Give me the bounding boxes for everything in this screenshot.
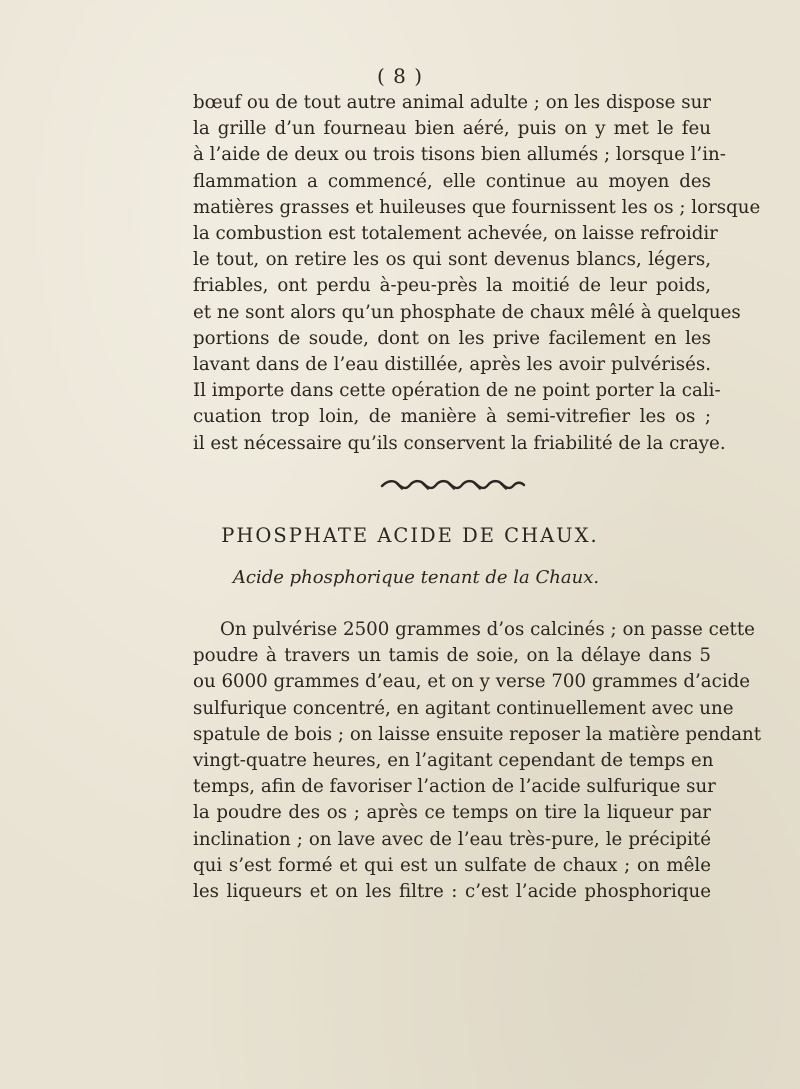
- section-title: PHOSPHATE ACIDE DE CHAUX.: [221, 524, 599, 547]
- text-line: ou 6000 grammes d’eau, et on y verse 700 grammes d’acide: [193, 671, 751, 693]
- text-line: portions de soude, dont on les prive facilement en les: [193, 327, 711, 349]
- text-line: la poudre des os ; après ce temps on tire la liqueur par: [193, 802, 711, 824]
- text-line: friables, ont perdu à-peu-près la moitié de leur poids,: [193, 275, 711, 297]
- text-line: il est nécessaire qu’ils conservent la friabilité de la craye.: [193, 432, 726, 454]
- text-line: bœuf ou de tout autre animal adulte ; on les dispose sur: [193, 92, 711, 113]
- paragraph-1: [193, 90, 761, 457]
- text-line: et ne sont alors qu’un phosphate de chaux mêlé à quelques: [193, 301, 741, 323]
- text-line: la combustion est totalement achevée, on laisse refroidir: [193, 223, 718, 245]
- text-line: Il importe dans cette opération de ne point porter la cali-: [193, 380, 721, 402]
- text-line: inclination ; on lave avec de l’eau très-pure, le précipité: [193, 828, 711, 850]
- text-line: spatule de bois ; on laisse ensuite reposer la matière pendant: [193, 723, 762, 745]
- text-line: qui s’est formé et qui est un sulfate de chaux ; on mêle: [193, 854, 711, 876]
- text-line: matières grasses et huileuses que fournissent les os ; lorsque: [193, 196, 761, 218]
- text-line: sulfurique concentré, en agitant continuellement avec une: [193, 697, 734, 719]
- text-line: temps, afin de favoriser l’action de l’acide sulfurique sur: [193, 776, 716, 798]
- text-line: On pulvérise 2500 grammes d’os calcinés ; on passe cette: [220, 619, 755, 640]
- page-number: ( 8 ): [376, 64, 424, 88]
- text-line: vingt-quatre heures, en l’agitant cependant de temps en: [193, 750, 714, 772]
- ornament-divider: [380, 477, 526, 493]
- text-line: cuation trop loin, de manière à semi-vitrefier les os ;: [193, 406, 711, 428]
- paragraph-2: [193, 617, 762, 905]
- text-line: le tout, on retire les os qui sont devenus blancs, légers,: [193, 249, 711, 271]
- section-subtitle: Acide phosphorique tenant de la Chaux.: [232, 567, 600, 588]
- text-line: à l’aide de deux ou trois tisons bien allumés ; lorsque l’in-: [193, 144, 726, 166]
- text-line: la grille d’un fourneau bien aéré, puis on y met le feu: [193, 118, 711, 140]
- text-line: les liqueurs et on les filtre : c’est l’acide phosphorique: [193, 881, 711, 903]
- text-line: lavant dans de l’eau distillée, après les avoir pulvérisés.: [193, 354, 711, 376]
- text-line: poudre à travers un tamis de soie, on la délaye dans 5: [193, 645, 711, 667]
- text-line: flammation a commencé, elle continue au moyen des: [193, 170, 711, 192]
